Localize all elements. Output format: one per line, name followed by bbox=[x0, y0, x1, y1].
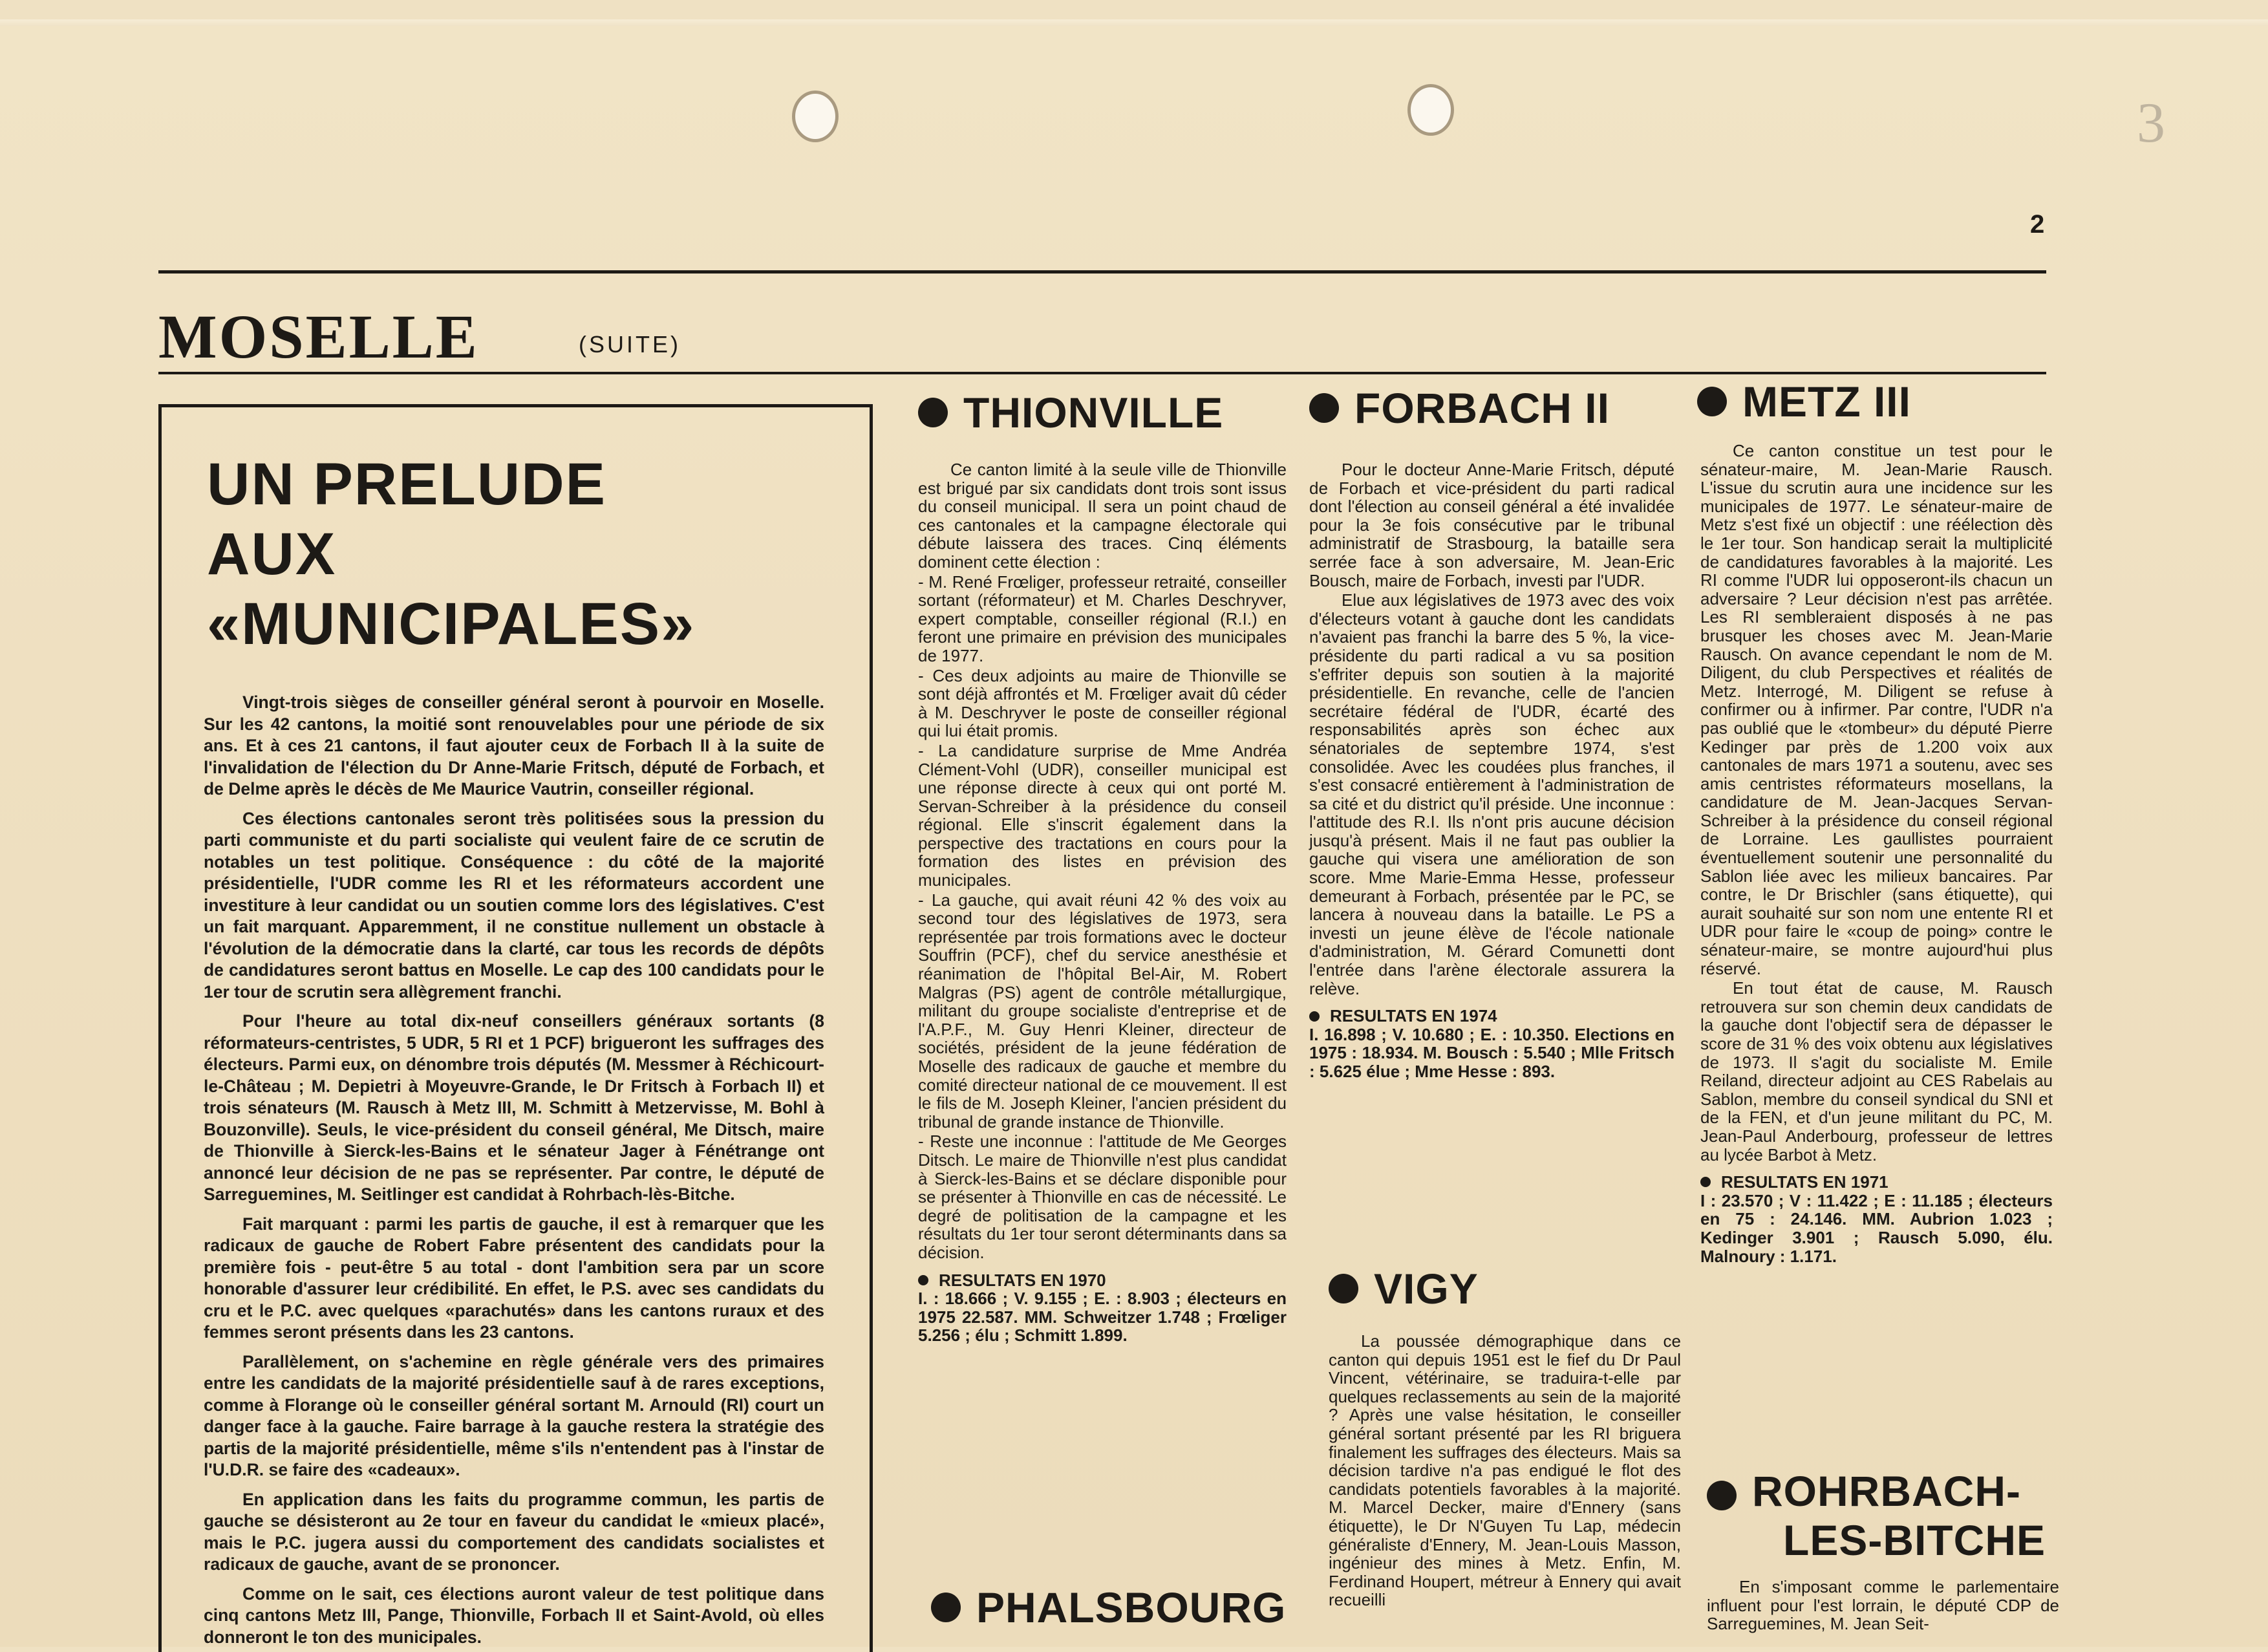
page-number: 2 bbox=[2030, 210, 2045, 239]
lead-body bbox=[204, 692, 824, 1652]
section-suite-label: (SUITE) bbox=[579, 331, 681, 358]
thionville-title: THIONVILLE bbox=[963, 389, 1224, 436]
headline-line: AUX bbox=[207, 521, 337, 587]
lead-paragraph: Fait marquant : parmi les partis de gauche, il est à remarquer que les radicaux de gauche de Robert Fabre présentent des candidats pour la première fois - peut-être 5 au total - dont l'ambition sera par un score honorable d'assurer leur crédibilité. En effet, le P.S. avec ses candidats du cru et le P.C. avec quelques «parachutés» dans les cantons ruraux et des femmes seront présents dans les 23 cantons. bbox=[204, 1214, 824, 1342]
bullet-icon bbox=[918, 1275, 928, 1285]
bullet-icon bbox=[1309, 1011, 1320, 1022]
vigy-title: VIGY bbox=[1374, 1265, 1479, 1313]
article-paragraph: En tout état de cause, M. Rausch retrouvera sur son chemin deux candidats de la gauche dont l'objectif sera de dépasser le score de 31 % des voix obtenu aux législatives de 1973. Il s'agit du socialiste M. Emile Reiland, directeur adjoint au CES Rabelais au Sablon, membre du conseil syndical du SNI et de la FEN, et d'un jeune militant du PC, M. Jean-Paul Anderbourg, professeur de lettres au lycée Barbot à Metz. bbox=[1700, 978, 2053, 1164]
results-title: RESULTATS EN 1974 bbox=[1330, 1006, 1497, 1026]
article-paragraph: Ce canton limité à la seule ville de Thionville est brigué par six candidats dont trois sont issus du conseil municipal. Il sera un point chaud de ces cantonales et la campagne électorale qui débute laissera des traces. Cinq éléments dominent cette élection : bbox=[918, 460, 1287, 572]
bullet-icon bbox=[918, 398, 948, 427]
rohrbach-title-line: ROHRBACH- bbox=[1752, 1467, 2021, 1515]
top-rule bbox=[158, 270, 2046, 274]
rohrbach-heading bbox=[1707, 1466, 2046, 1565]
article-paragraph: Pour le docteur Anne-Marie Fritsch, député de Forbach et vice-président du parti radical dont l'élection au conseil général a été invalidée pour la 3e fois consécutive par le tribunal administratif de Strasbourg, la bataille sera serrée face à son adversaire, M. Jean-Eric Bousch, maire de Forbach, investi par l'UDR. bbox=[1309, 460, 1674, 590]
metz-column bbox=[1700, 442, 2053, 1265]
pencil-page-number: 3 bbox=[2137, 92, 2165, 155]
results-title: RESULTATS EN 1970 bbox=[939, 1270, 1106, 1290]
headline-line: UN PRELUDE bbox=[207, 451, 607, 517]
phalsbourg-title: PHALSBOURG bbox=[976, 1583, 1287, 1631]
phalsbourg-heading bbox=[931, 1583, 1286, 1632]
article-paragraph: En s'imposant comme le parlementaire influent pour l'est lorrain, le député CDP de Sarreguemines, M. Jean Seit- bbox=[1707, 1577, 2059, 1634]
lead-headline bbox=[207, 449, 821, 659]
lead-paragraph: Ces élections cantonales seront très politisées sous la pression du parti communiste et du parti socialiste qui veulent faire de ce scrutin de notables un test politique. Conséquence : du côté de la majorité présidentielle, l'UDR comme les RI et les réformateurs accordent une investiture à leur candidat ou un soutien comme lors des législatives. C'est un fait marquant. Apparemment, il ne constitue nullement un obstacle à l'évolution de la démocratie dans la clarté, car tous les records de dépôts de candidatures seront battus en Moselle. Le cap des 100 candidats pour le 1er tour de scrutin sera allègrement franchi. bbox=[204, 808, 824, 1002]
metz-title: METZ III bbox=[1742, 378, 1911, 425]
article-item: - Reste une inconnue : l'attitude de Me Georges Ditsch. Le maire de Thionville n'est plus candidat à Sierck-les-Bains et se déclare disponible pour se présenter à Thionville en cas de nécessité. Le degré de politisation de la campagne et les résultats du 1er tour seront déterminants dans sa décision. bbox=[918, 1132, 1287, 1262]
bullet-icon bbox=[1309, 393, 1339, 423]
article-item: - M. René Frœliger, professeur retraité, conseiller sortant (réformateur) et M. Charles Deschryver, expert comptable, conseiller régional (R.I.) en feront une primaire en prévision des municipales de 1977. bbox=[918, 572, 1287, 665]
metz-heading bbox=[1697, 377, 1911, 426]
lead-article-box bbox=[158, 404, 873, 1652]
vigy-heading bbox=[1329, 1264, 1479, 1313]
forbach-column bbox=[1309, 460, 1674, 1081]
thionville-heading bbox=[918, 388, 1223, 437]
rohrbach-title-line: LES-BITCHE bbox=[1783, 1516, 2046, 1564]
results-text: I : 23.570 ; V : 11.422 ; E : 11.185 ; électeurs en 75 : 24.146. MM. Aubrion 1.023 ; Kedinger 3.901 ; Rausch 5.090, élu. Malnoury : 1.171. bbox=[1700, 1190, 2053, 1266]
article-paragraph: Ce canton constitue un test pour le sénateur-maire, M. Jean-Marie Rausch. L'issue du scrutin aura une incidence sur les municipales de 1977. Le sénateur-maire de Metz s'est fixé un objectif : une réélection dès le 1er tour. Son handicap serait la multiplicité de candidatures favorables à la majorité. Les RI comme l'UDR lui opposeront-ils chacun un adversaire ? Leur décision n'est pas arrêtée. Les RI sembleraient disposés à ne pas brusquer les choses avec M. Jean-Marie Rausch. On avance cependant le nom de M. Diligent, du club Perspectives et réalités de Metz. Interrogé, M. Diligent se refuse à confirmer ou à infirmer. Par contre, l'UDR n'a pas oublié que le «tombeur» du député Pierre Kedinger par près de 1.200 voix aux cantonales de mars 1971 a soutenu, avec ses amis centristes réformateurs mosellans, la candidature de M. Jean-Jacques Servan-Schreiber à la présidence du conseil régional de Lorraine. Les gaullistes pourraient éventuellement soutenir une personnalité du Sablon liée avec les milieux bancaires. Par contre, le Dr Brischler (sans étiquette), qui aurait souhaité sur son nom une entente RI et UDR pour faire le «coup de poing» contre le sénateur-maire, se montre aujourd'hui plus réservé. bbox=[1700, 441, 2053, 978]
lead-paragraph: Comme on le sait, ces élections auront valeur de test politique dans cinq cantons Metz III, Pange, Thionville, Forbach II et Saint-Avold, où elles donneront le ton des municipales. bbox=[204, 1583, 824, 1647]
lead-paragraph: Pour l'heure au total dix-neuf conseillers généraux sortants (8 réformateurs-centristes, 5 UDR, 5 RI et 1 PCF) brigueront les suffrages des électeurs. Parmi eux, on dénombre trois députés (M. Messmer à Réchicourt-le-Château ; M. Depietri à Moyeuvre-Grande, le Dr Fritsch à Forbach II) et trois sénateurs (M. Rausch à Metz III, M. Schmitt à Metzervisse, M. Bohl à Bouzonville). Seuls, le vice-président du conseil général, Me Ditsch, maire de Thionville à Sierck-les-Bains et le sénateur Jager à Fénétrange ont annoncé leur décision de ne pas se représenter. Par contre, le député de Sarreguemines, M. Seitlinger est candidat à Rohrbach-lès-Bitche. bbox=[204, 1011, 824, 1204]
results-heading bbox=[918, 1271, 1287, 1290]
article-item: - La gauche, qui avait réuni 42 % des voix au second tour des législatives de 1973, sera représentée par trois formations avec le docteur Souffrin (PCF), chef du service anesthésie et réanimation de l'hôpital Bel-Air, M. Robert Malgras (PS) agent de contrôle métallurgique, militant du groupe socialiste d'entreprise et de l'A.P.F., M. Guy Henri Kleiner, directeur de sociétés, président de la jeune fédération de Moselle des radicaux de gauche et membre du comité directeur national de ce mouvement. Il est le fils de M. Joseph Kleiner, l'ancien président du tribunal de grande instance de Thionville. bbox=[918, 890, 1287, 1132]
punch-hole-left bbox=[792, 91, 839, 142]
results-text: I. : 18.666 ; V. 9.155 ; E. : 8.903 ; électeurs en 1975 22.587. MM. Schweitzer 1.748 ; Frœliger 5.256 ; élu ; Schmitt 1.899. bbox=[918, 1289, 1287, 1346]
bullet-icon bbox=[1697, 387, 1727, 416]
results-text: I. 16.898 ; V. 10.680 ; E. : 10.350. Elections en 1975 : 18.934. M. Bousch : 5.540 ; Mlle Fritsch : 5.625 élue ; Mme Hesse : 893. bbox=[1309, 1024, 1674, 1081]
lead-paragraph: En application dans les faits du programme commun, les partis de gauche se désisteront au 2e tour en faveur du candidat le «mieux placé», mais le P.C. jugera aussi du comportement des candidats socialistes et radicaux de gauche, avant de se prononcer. bbox=[204, 1489, 824, 1574]
bullet-icon bbox=[1700, 1177, 1711, 1187]
lead-paragraph: Vingt-trois sièges de conseiller général seront à pourvoir en Moselle. Sur les 42 cantons, la moitié sont renouvelables pour une période de six ans. Et à ces 21 cantons, il faut ajouter ceux de Forbach II à la suite de l'invalidation de l'élection du Dr Anne-Marie Fritsch, député de Forbach, et de Delme après le décès de Me Maurice Vautrin, conseiller régional. bbox=[204, 692, 824, 799]
article-item: - Ces deux adjoints au maire de Thionville se sont déjà affrontés et M. Frœliger avait dû céder à M. Deschryver le poste de conseiller régional qui lui était promis. bbox=[918, 665, 1287, 741]
article-item: - La candidature surprise de Mme Andréa Clément-Vohl (UDR), conseiller municipal est une réponse directe à ceux qui ont porté M. Servan-Schreiber à la présidence du conseil régional. Elle s'inscrit également dans la perspective des tractations en cours pour la formation des listes en prévision des municipales. bbox=[918, 740, 1287, 890]
results-title: RESULTATS EN 1971 bbox=[1721, 1172, 1888, 1192]
vigy-column bbox=[1329, 1332, 1681, 1611]
article-paragraph: La poussée démographique dans ce canton qui depuis 1951 est le fief du Dr Paul Vincent, vétérinaire, se traduira-t-elle par quelques reclassements au sein de la majorité ? Après une valse hésitation, le conseiller général sortant présenté par les RI briguera finalement les suffrages des électeurs. Mais sa décision tardive n'a pas endigué le flot des candidats potentiels favorables à la majorité. M. Marcel Decker, maire d'Ennery (sans étiquette), le Dr N'Guyen Tu Lap, médecin généraliste d'Ennery, M. Jean-Louis Masson, ingénieur des mines à Metz. Enfin, M. Ferdinand Houpert, métreur à Ennery qui avait recueilli bbox=[1329, 1331, 1681, 1610]
bullet-icon bbox=[1707, 1481, 1737, 1510]
forbach-title: FORBACH II bbox=[1354, 384, 1610, 432]
headline-line: «MUNICIPALES» bbox=[207, 591, 696, 657]
section-title: MOSELLE bbox=[158, 302, 479, 371]
article-paragraph: Elue aux législatives de 1973 avec des voix d'électeurs votant à gauche dont les candidats n'avaient pas franchi la barre des 5 %, la vice-présidente du parti radical a vu sa position s'effriter depuis son soutien à la majorité présidentielle. En revanche, celle de l'ancien secrétaire fédéral de l'UDR, écarté des responsabilités après son échec aux sénatoriales de septembre 1974, s'est consolidée. Avec les coudées plus franches, il s'est consacré entièrement à l'administration de sa cité et du district qu'il préside. Une inconnue : l'attitude des R.I. Ils n'ont pris aucune décision jusqu'à présent. Mais il ne faut pas oublier la gauche qui visera une amélioration de son score. Mme Marie-Emma Hesse, professeur demeurant à Forbach, présentée par le PC, se lancera à nouveau dans la bataille. Le PS a investi un jeune élève de l'école nationale d'administration, M. Gérard Comunetti dont l'entrée dans l'arène électorale assurera la relève. bbox=[1309, 590, 1674, 998]
results-heading bbox=[1700, 1173, 2053, 1192]
results-heading bbox=[1309, 1007, 1674, 1025]
forbach-heading bbox=[1309, 383, 1610, 433]
punch-hole-right bbox=[1407, 84, 1454, 136]
thionville-column bbox=[918, 460, 1287, 1345]
bullet-icon bbox=[1329, 1274, 1358, 1303]
rohrbach-column bbox=[1707, 1578, 2059, 1635]
lead-paragraph: Parallèlement, on s'achemine en règle générale vers des primaires entre les candidats de la majorité présidentielle sauf à de rares exceptions, comme à Florange où le conseiller général sortant M. Arnould (RI) court un danger face à la gauche. Faire barrage à la gauche restera la stratégie des partis de la majorité présidentielle, même s'ils n'entendent pas à l'instar de l'U.D.R. se faire des «cadeaux». bbox=[204, 1351, 824, 1479]
bullet-icon bbox=[931, 1593, 961, 1622]
